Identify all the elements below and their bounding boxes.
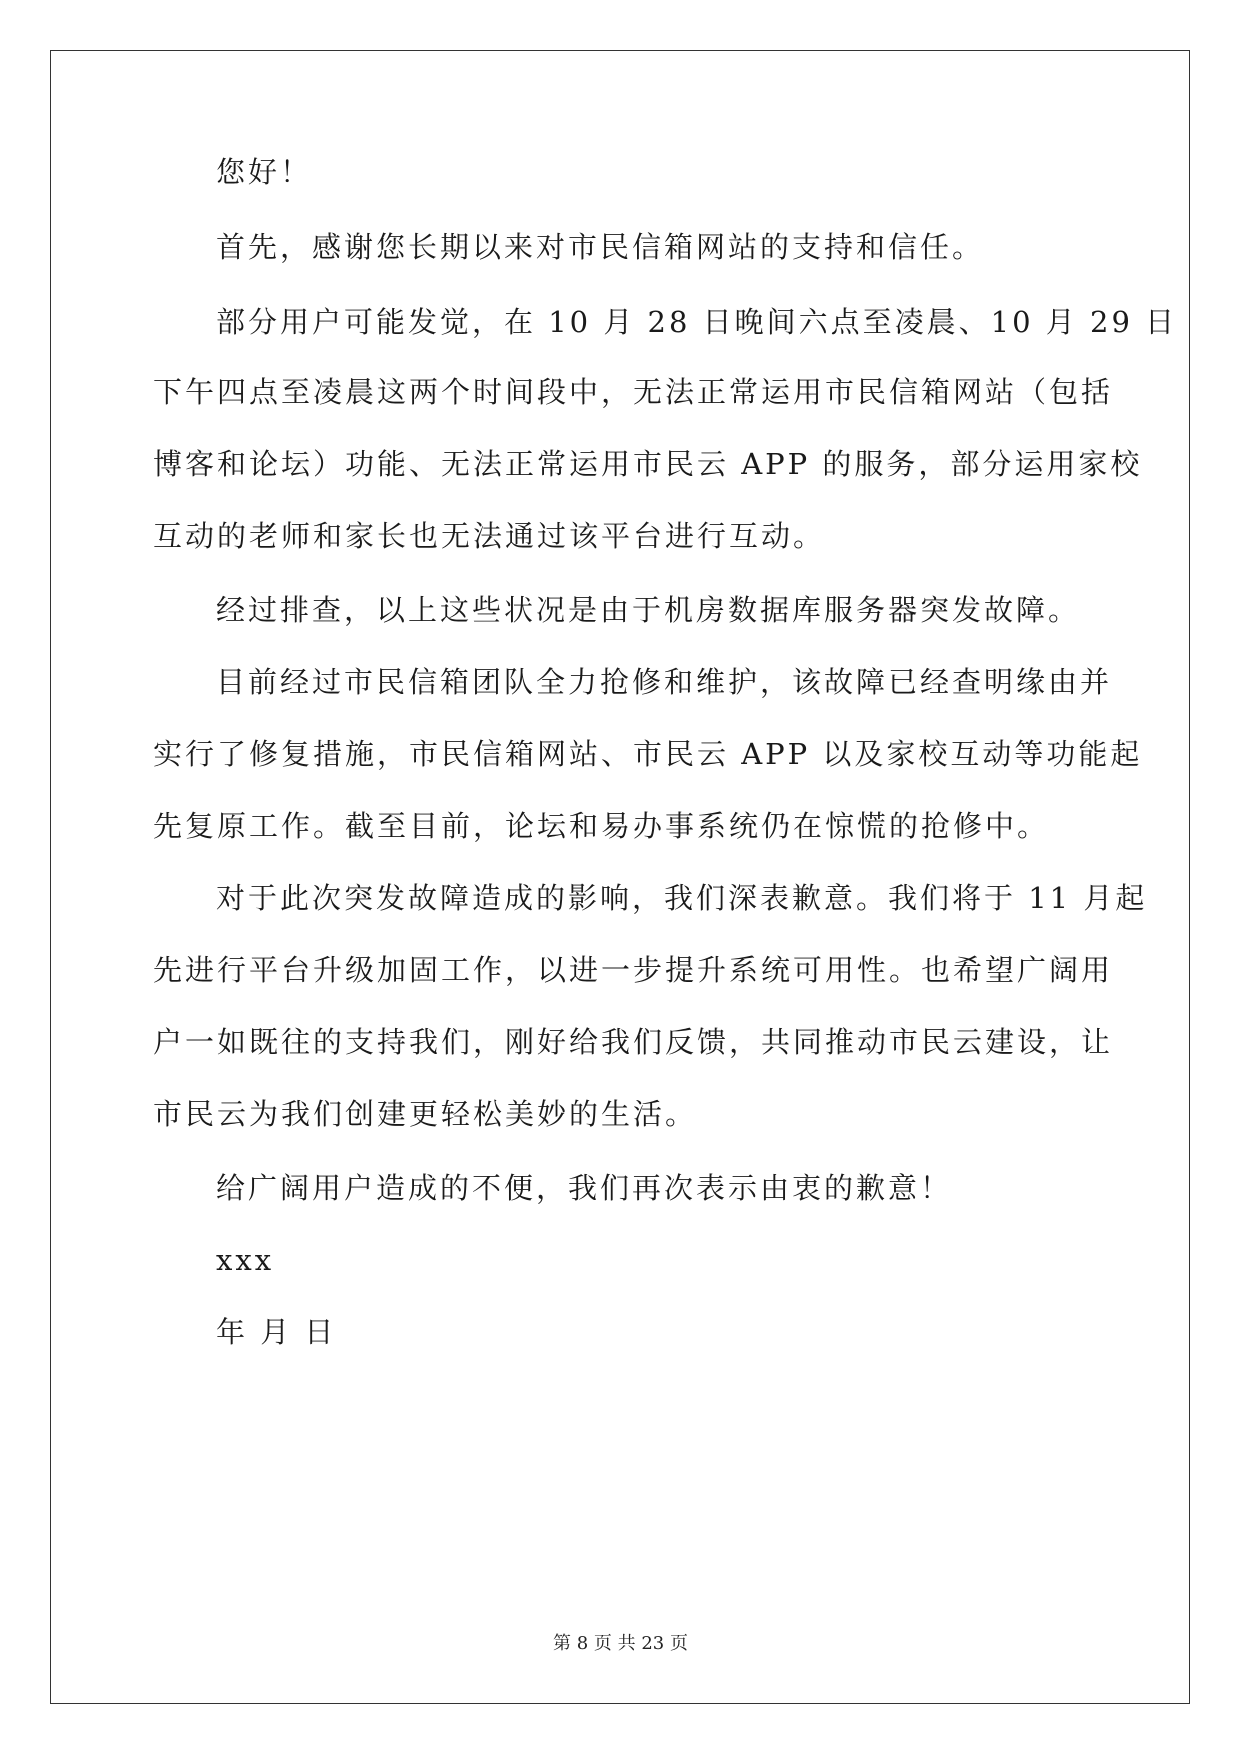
paragraph-line: 首先，感谢您长期以来对市民信箱网站的支持和信任。 xyxy=(216,230,985,264)
paragraph-line: 目前经过市民信箱团队全力抢修和维护，该故障已经查明缘由并 xyxy=(216,665,1113,699)
paragraph-line: 先进行平台升级加固工作，以进一步提升系统可用性。也希望广阔用 xyxy=(153,953,1114,987)
paragraph-line: 下午四点至凌晨这两个时间段中，无法正常运用市民信箱网站（包括 xyxy=(153,375,1114,409)
paragraph-line: 户一如既往的支持我们，刚好给我们反馈，共同推动市民云建设，让 xyxy=(153,1025,1114,1059)
page-border xyxy=(50,50,1190,1704)
paragraph-line: 对于此次突发故障造成的影响，我们深表歉意。我们将于 11 月起 xyxy=(216,881,1148,915)
paragraph-line: 给广阔用户造成的不便，我们再次表示由衷的歉意！ xyxy=(216,1171,953,1205)
paragraph-line: 经过排查，以上这些状况是由于机房数据库服务器突发故障。 xyxy=(216,593,1081,627)
paragraph-line: 互动的老师和家长也无法通过该平台进行互动。 xyxy=(153,519,826,553)
page-number: 第 8 页 共 23 页 xyxy=(553,1633,688,1654)
greeting: 您好！ xyxy=(216,155,313,189)
paragraph-line: 市民云为我们创建更轻松美妙的生活。 xyxy=(153,1097,698,1131)
date-line: 年 月 日 xyxy=(216,1315,337,1349)
paragraph-line: 部分用户可能发觉，在 10 月 28 日晚间六点至凌晨、10 月 29 日 xyxy=(216,305,1178,339)
paragraph-line: 实行了修复措施，市民信箱网站、市民云 APP 以及家校互动等功能起 xyxy=(153,737,1143,771)
paragraph-line: 先复原工作。截至目前，论坛和易办事系统仍在惊慌的抢修中。 xyxy=(153,809,1050,843)
paragraph-line: 博客和论坛）功能、无法正常运用市民云 APP 的服务，部分运用家校 xyxy=(153,447,1143,481)
signature: xxx xyxy=(216,1243,275,1277)
